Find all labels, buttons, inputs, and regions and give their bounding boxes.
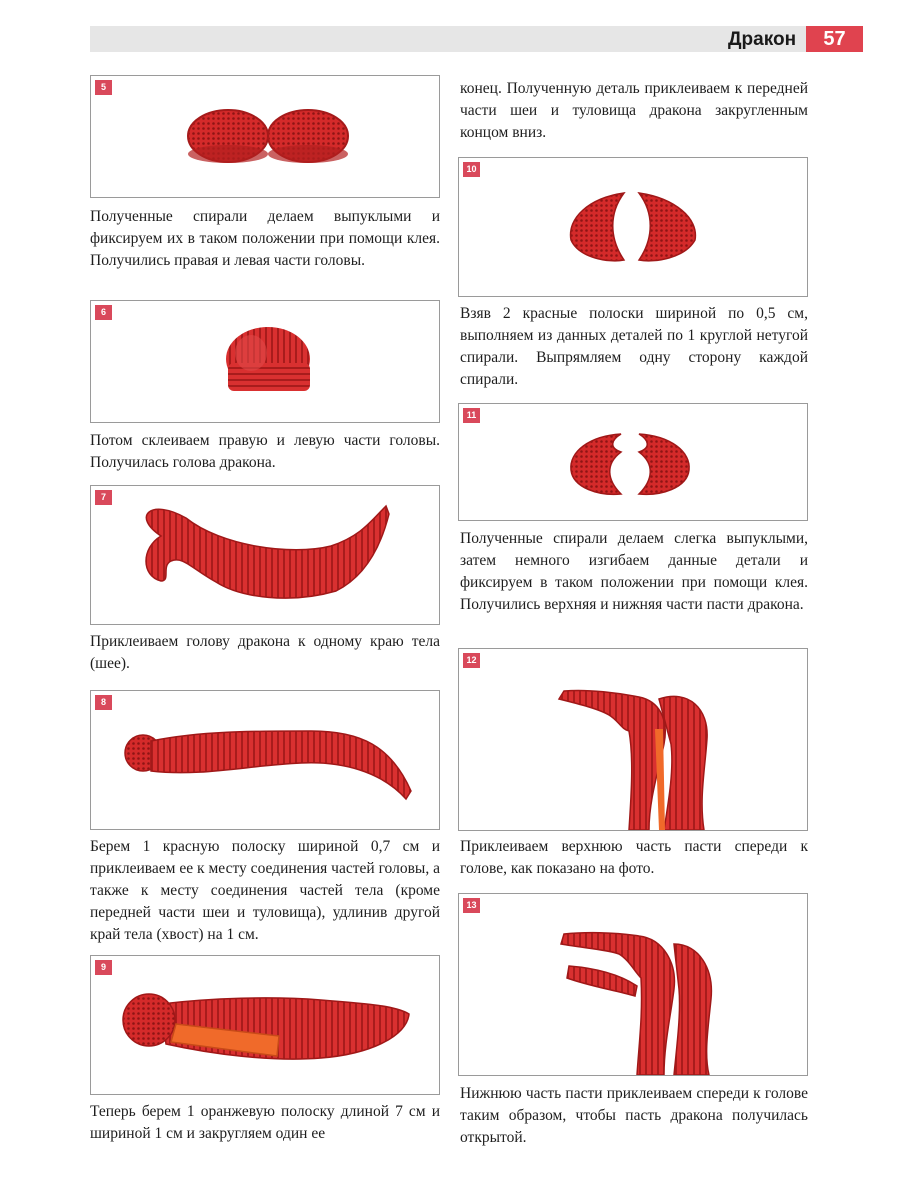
step-9-badge: 9 (95, 960, 112, 975)
step-5-photo (90, 75, 440, 198)
head-on-body-illustration (91, 486, 439, 624)
step-11-badge: 11 (463, 408, 480, 423)
open-mouth-illustration (459, 894, 807, 1075)
page-title: Дракон (728, 29, 797, 50)
step-9-caption: Теперь берем 1 оранжевую полоску длиной 7 см и шириной 1 см и закругляем один ее (90, 1103, 440, 1142)
half-spirals-illustration (459, 158, 807, 296)
upper-jaw-illustration (459, 649, 807, 830)
step-7-photo (90, 485, 440, 625)
step-11-caption: Полученные спирали делаем слегка выпуклыми, затем немного изгибаем данные детали и фиксируем в таком положении при помощи клея. Получились верхняя и нижняя части пасти дракона. (460, 530, 808, 613)
step-6-badge: 6 (95, 305, 112, 320)
step-7-badge: 7 (95, 490, 112, 505)
step-12-badge: 12 (463, 653, 480, 668)
step-8-badge: 8 (95, 695, 112, 710)
step-7-caption: Приклеиваем голову дракона к одному краю тела (шее). (90, 633, 440, 672)
dragon-head-illustration (91, 301, 439, 422)
step-5-badge: 5 (95, 80, 112, 95)
step-5-caption: Полученные спирали делаем выпуклыми и фиксируем их в таком положении при помощи клея. Получились правая и левая части головы. (90, 208, 440, 269)
step-13-caption: Нижнюю часть пасти приклеиваем спереди к голове таким образом, чтобы пасть дракона получилась открытой. (460, 1085, 808, 1146)
step-13-badge: 13 (463, 898, 480, 913)
step-10-photo (458, 157, 808, 297)
step-11-photo (458, 403, 808, 521)
jaw-parts-illustration (459, 404, 807, 520)
long-body-illustration (91, 691, 439, 829)
step-9-photo (90, 955, 440, 1095)
step-13-photo (458, 893, 808, 1076)
step-8-photo (90, 690, 440, 830)
orange-strip-body-illustration (91, 956, 439, 1094)
two-red-domes-illustration (91, 76, 439, 197)
step-6-caption: Потом склеиваем правую и левую части головы. Получилась голова дракона. (90, 432, 440, 471)
step-9-caption-continued: конец. Полученную деталь приклеиваем к передней части шеи и туловища дракона закругленным концом вниз. (460, 80, 808, 141)
page-number-badge: 57 (806, 26, 863, 52)
step-10-caption: Взяв 2 красные полоски шириной по 0,5 см, выполняем из данных деталей по 1 круглой нетугой спирали. Выпрямляем одну сторону каждой спирали. (460, 305, 808, 388)
step-12-photo (458, 648, 808, 831)
step-12-caption: Приклеиваем верхнюю часть пасти спереди к голове, как показано на фото. (460, 838, 808, 877)
step-8-caption: Берем 1 красную полоску шириной 0,7 см и приклеиваем ее к месту соединения частей головы, а также к месту соединения частей тела (кроме передней части шеи и туловища), удлинив другой край тела (хвост) на 1 см. (90, 838, 440, 943)
step-10-badge: 10 (463, 162, 480, 177)
step-6-photo (90, 300, 440, 423)
